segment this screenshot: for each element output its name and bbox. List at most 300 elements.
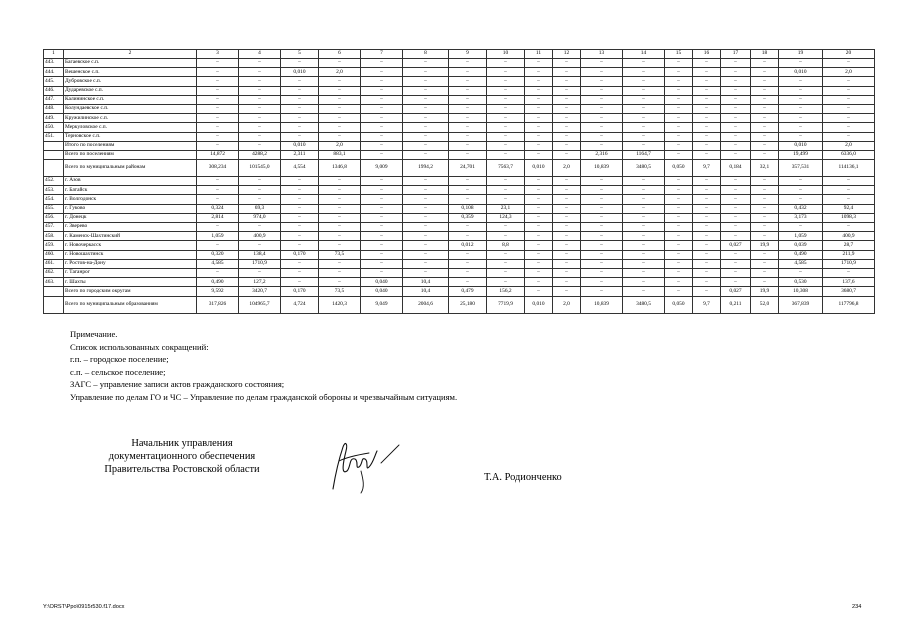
table-row <box>44 150 875 159</box>
value-cell: – <box>361 59 403 68</box>
value-cell: – <box>403 132 449 141</box>
value-cell: – <box>553 132 581 141</box>
value-cell: – <box>721 213 751 222</box>
value-cell: – <box>197 114 239 123</box>
municipality-name-cell: Калининское с.п. <box>64 95 197 104</box>
value-cell: 0,027 <box>721 241 751 250</box>
value-cell: – <box>693 177 721 186</box>
value-cell: – <box>721 268 751 277</box>
value-cell: – <box>361 268 403 277</box>
value-cell: 3,173 <box>779 213 823 222</box>
value-cell: – <box>197 268 239 277</box>
value-cell: 4,554 <box>281 160 319 177</box>
value-cell: 14,872 <box>197 150 239 159</box>
value-cell: – <box>361 232 403 241</box>
value-cell: – <box>361 150 403 159</box>
column-number-header: 1 <box>44 50 64 59</box>
municipality-name-cell: Всего по городским округам <box>64 287 197 296</box>
value-cell: – <box>197 104 239 113</box>
table-row <box>44 186 875 195</box>
value-cell: – <box>581 232 623 241</box>
value-cell: – <box>553 250 581 259</box>
value-cell: – <box>361 241 403 250</box>
value-cell: – <box>693 114 721 123</box>
table-row <box>44 241 875 250</box>
value-cell: – <box>319 213 361 222</box>
column-number-header: 18 <box>751 50 779 59</box>
value-cell: – <box>721 132 751 141</box>
value-cell: – <box>403 123 449 132</box>
value-cell: 0,170 <box>281 287 319 296</box>
row-number-cell: 455. <box>44 204 64 213</box>
municipality-name-cell: г. Шахты <box>64 278 197 287</box>
value-cell: – <box>449 86 487 95</box>
notes-section <box>70 328 457 403</box>
value-cell: 7563,7 <box>487 160 525 177</box>
value-cell: 0,040 <box>361 278 403 287</box>
value-cell: – <box>403 114 449 123</box>
row-number-cell <box>44 150 64 159</box>
value-cell: – <box>361 132 403 141</box>
table-row <box>44 95 875 104</box>
value-cell: – <box>281 268 319 277</box>
value-cell: – <box>525 259 553 268</box>
value-cell: – <box>779 195 823 204</box>
value-cell: 0,010 <box>281 141 319 150</box>
value-cell: 101545,0 <box>239 160 281 177</box>
value-cell: – <box>281 95 319 104</box>
value-cell: – <box>525 177 553 186</box>
value-cell: – <box>623 195 665 204</box>
value-cell: – <box>449 268 487 277</box>
value-cell: – <box>487 86 525 95</box>
value-cell: – <box>487 132 525 141</box>
column-number-header: 6 <box>319 50 361 59</box>
value-cell: – <box>623 59 665 68</box>
value-cell: – <box>487 123 525 132</box>
municipality-name-cell: г. Ростов-на-Дону <box>64 259 197 268</box>
value-cell: 6336,0 <box>823 150 875 159</box>
value-cell: 0,039 <box>779 241 823 250</box>
column-number-header: 4 <box>239 50 281 59</box>
table-row <box>44 268 875 277</box>
value-cell: – <box>525 195 553 204</box>
value-cell: 974,0 <box>239 213 281 222</box>
value-cell: 92,4 <box>823 204 875 213</box>
value-cell: 2,0 <box>553 296 581 313</box>
value-cell: 0,010 <box>779 68 823 77</box>
value-cell: 317,826 <box>197 296 239 313</box>
row-number-cell: 458. <box>44 232 64 241</box>
value-cell: – <box>623 268 665 277</box>
value-cell: – <box>525 278 553 287</box>
value-cell: – <box>779 104 823 113</box>
value-cell: – <box>239 86 281 95</box>
value-cell: – <box>403 177 449 186</box>
value-cell: – <box>361 204 403 213</box>
value-cell: – <box>623 250 665 259</box>
value-cell: 0,010 <box>525 296 553 313</box>
value-cell: – <box>487 223 525 232</box>
value-cell: – <box>623 213 665 222</box>
value-cell: – <box>553 141 581 150</box>
value-cell: – <box>721 104 751 113</box>
value-cell: – <box>779 77 823 86</box>
column-number-header: 5 <box>281 50 319 59</box>
table-row <box>44 177 875 186</box>
value-cell: – <box>721 123 751 132</box>
value-cell: 1710,9 <box>239 259 281 268</box>
value-cell: 0,184 <box>721 160 751 177</box>
row-number-cell <box>44 160 64 177</box>
value-cell: 0,027 <box>721 287 751 296</box>
value-cell: – <box>581 177 623 186</box>
municipality-name-cell: Всего по муниципальным районам <box>64 160 197 177</box>
value-cell: – <box>581 268 623 277</box>
value-cell: – <box>487 250 525 259</box>
value-cell: – <box>751 95 779 104</box>
value-cell: – <box>553 223 581 232</box>
municipality-name-cell: г. Зверево <box>64 223 197 232</box>
value-cell: – <box>239 123 281 132</box>
value-cell: – <box>487 95 525 104</box>
value-cell: 114136,1 <box>823 160 875 177</box>
value-cell: 2,814 <box>197 213 239 222</box>
column-number-header: 17 <box>721 50 751 59</box>
value-cell: – <box>319 223 361 232</box>
value-cell: – <box>623 177 665 186</box>
value-cell: – <box>751 123 779 132</box>
value-cell: – <box>581 141 623 150</box>
value-cell: 69,3 <box>239 204 281 213</box>
row-number-cell <box>44 296 64 313</box>
value-cell: – <box>581 241 623 250</box>
municipality-name-cell: г. Батайск <box>64 186 197 195</box>
value-cell: – <box>751 114 779 123</box>
value-cell: – <box>197 68 239 77</box>
value-cell: – <box>525 59 553 68</box>
table-row <box>44 132 875 141</box>
abbreviation-go-chs: Управление по делам ГО и ЧС – Управление по делам гражданской обороны и чрезвычайным ситуациям. <box>70 391 458 402</box>
value-cell: – <box>623 68 665 77</box>
value-cell: – <box>319 278 361 287</box>
value-cell: – <box>665 177 693 186</box>
value-cell: – <box>403 204 449 213</box>
value-cell: 25,180 <box>449 296 487 313</box>
value-cell: – <box>281 195 319 204</box>
value-cell: 0,211 <box>721 296 751 313</box>
municipality-name-cell: Колундаевское с.п. <box>64 104 197 113</box>
value-cell: – <box>281 123 319 132</box>
value-cell: – <box>403 195 449 204</box>
value-cell: – <box>525 132 553 141</box>
abbreviations-heading: Список использованных сокращений: <box>70 341 209 352</box>
value-cell: – <box>361 123 403 132</box>
value-cell: – <box>281 278 319 287</box>
value-cell: 2004,6 <box>403 296 449 313</box>
value-cell: – <box>525 223 553 232</box>
value-cell: – <box>449 223 487 232</box>
value-cell: – <box>693 278 721 287</box>
value-cell: – <box>721 59 751 68</box>
value-cell: 2,0 <box>823 141 875 150</box>
value-cell: – <box>449 278 487 287</box>
value-cell: – <box>721 141 751 150</box>
value-cell: 883,1 <box>319 150 361 159</box>
value-cell: – <box>281 132 319 141</box>
value-cell: – <box>449 177 487 186</box>
table-row <box>44 59 875 68</box>
value-cell: – <box>693 250 721 259</box>
municipality-name-cell: Меркуловское с.п. <box>64 123 197 132</box>
value-cell: 124,3 <box>487 213 525 222</box>
value-cell: – <box>197 77 239 86</box>
value-cell: – <box>623 123 665 132</box>
table-row <box>44 86 875 95</box>
row-number-cell: 450. <box>44 123 64 132</box>
value-cell: – <box>403 68 449 77</box>
value-cell: – <box>553 278 581 287</box>
value-cell: – <box>487 104 525 113</box>
value-cell: – <box>623 86 665 95</box>
row-number-cell <box>44 287 64 296</box>
value-cell: – <box>693 77 721 86</box>
value-cell: – <box>665 287 693 296</box>
value-cell: 1,059 <box>779 232 823 241</box>
value-cell: – <box>623 132 665 141</box>
value-cell: – <box>693 204 721 213</box>
value-cell: 8,8 <box>487 241 525 250</box>
value-cell: 23,1 <box>487 204 525 213</box>
value-cell: – <box>525 268 553 277</box>
table-row <box>44 114 875 123</box>
value-cell: – <box>487 77 525 86</box>
value-cell: – <box>239 177 281 186</box>
value-cell: 32,1 <box>751 160 779 177</box>
value-cell: – <box>553 186 581 195</box>
value-cell: – <box>581 77 623 86</box>
value-cell: – <box>553 150 581 159</box>
value-cell: 9,7 <box>693 296 721 313</box>
municipality-name-cell: г. Донецк <box>64 213 197 222</box>
value-cell: – <box>751 259 779 268</box>
value-cell: – <box>581 186 623 195</box>
value-cell: – <box>779 114 823 123</box>
value-cell: – <box>361 213 403 222</box>
value-cell: – <box>449 123 487 132</box>
table-row <box>44 141 875 150</box>
value-cell: – <box>751 86 779 95</box>
value-cell: – <box>403 241 449 250</box>
value-cell: – <box>553 232 581 241</box>
municipality-name-cell: г. Новочеркасск <box>64 241 197 250</box>
position-line-3: Правительства Ростовской области <box>104 464 260 476</box>
value-cell: 10,839 <box>581 160 623 177</box>
value-cell: – <box>693 123 721 132</box>
value-cell: – <box>197 195 239 204</box>
value-cell: – <box>449 232 487 241</box>
value-cell: 9,7 <box>693 160 721 177</box>
value-cell: 1420,3 <box>319 296 361 313</box>
column-number-header: 3 <box>197 50 239 59</box>
value-cell: – <box>665 132 693 141</box>
value-cell: – <box>403 232 449 241</box>
value-cell: – <box>487 232 525 241</box>
column-number-header: 9 <box>449 50 487 59</box>
value-cell: – <box>665 268 693 277</box>
value-cell: – <box>721 150 751 159</box>
value-cell: 0,012 <box>449 241 487 250</box>
value-cell: – <box>665 195 693 204</box>
value-cell: – <box>239 223 281 232</box>
column-number-header: 11 <box>525 50 553 59</box>
value-cell: – <box>779 86 823 95</box>
value-cell: – <box>553 59 581 68</box>
value-cell: – <box>449 59 487 68</box>
value-cell: – <box>665 86 693 95</box>
value-cell: – <box>403 213 449 222</box>
value-cell: – <box>721 68 751 77</box>
value-cell: 0,040 <box>361 287 403 296</box>
value-cell: – <box>823 59 875 68</box>
value-cell: – <box>721 195 751 204</box>
value-cell: – <box>623 77 665 86</box>
value-cell: – <box>823 268 875 277</box>
value-cell: – <box>487 259 525 268</box>
value-cell: 104965,7 <box>239 296 281 313</box>
value-cell: 10,308 <box>779 287 823 296</box>
value-cell: – <box>823 223 875 232</box>
value-cell: – <box>553 86 581 95</box>
value-cell: – <box>239 195 281 204</box>
value-cell: 52,0 <box>751 296 779 313</box>
value-cell: – <box>693 195 721 204</box>
value-cell: 9,049 <box>361 296 403 313</box>
value-cell: – <box>693 223 721 232</box>
value-cell: – <box>487 278 525 287</box>
value-cell: 3420,7 <box>239 287 281 296</box>
value-cell: – <box>665 186 693 195</box>
municipality-name-cell: Всего по поселениям <box>64 150 197 159</box>
value-cell: 1994,2 <box>403 160 449 177</box>
value-cell: – <box>403 141 449 150</box>
value-cell: – <box>693 232 721 241</box>
value-cell: – <box>319 114 361 123</box>
value-cell: 4,585 <box>779 259 823 268</box>
value-cell: – <box>665 250 693 259</box>
value-cell: 4288,2 <box>239 150 281 159</box>
value-cell: – <box>449 132 487 141</box>
value-cell: 3680,7 <box>823 287 875 296</box>
value-cell: – <box>693 104 721 113</box>
municipality-name-cell: Багаевское с.п. <box>64 59 197 68</box>
value-cell: – <box>553 77 581 86</box>
value-cell: – <box>525 213 553 222</box>
value-cell: – <box>553 268 581 277</box>
municipality-name-cell: Кружилинское с.п. <box>64 114 197 123</box>
value-cell: – <box>525 241 553 250</box>
column-number-header: 10 <box>487 50 525 59</box>
value-cell: 367,839 <box>779 296 823 313</box>
value-cell: – <box>449 259 487 268</box>
value-cell: – <box>693 287 721 296</box>
value-cell: – <box>361 68 403 77</box>
value-cell: – <box>581 104 623 113</box>
value-cell: – <box>665 114 693 123</box>
value-cell: – <box>779 223 823 232</box>
value-cell: 1346,8 <box>319 160 361 177</box>
value-cell: – <box>449 195 487 204</box>
value-cell: – <box>239 241 281 250</box>
value-cell: – <box>525 114 553 123</box>
value-cell: – <box>239 114 281 123</box>
value-cell: – <box>197 186 239 195</box>
value-cell: 0,320 <box>197 250 239 259</box>
value-cell: – <box>403 186 449 195</box>
abbreviation-gp: г.п. – городское поселение; <box>70 354 169 364</box>
row-number-cell: 461. <box>44 259 64 268</box>
value-cell: – <box>623 232 665 241</box>
value-cell: – <box>319 195 361 204</box>
table-row <box>44 195 875 204</box>
value-cell: – <box>751 268 779 277</box>
value-cell: – <box>721 223 751 232</box>
value-cell: 0,432 <box>779 204 823 213</box>
value-cell: – <box>665 150 693 159</box>
value-cell: – <box>319 86 361 95</box>
value-cell: – <box>721 186 751 195</box>
value-cell: – <box>239 132 281 141</box>
value-cell: – <box>361 104 403 113</box>
value-cell: – <box>403 259 449 268</box>
value-cell: – <box>319 241 361 250</box>
value-cell: – <box>197 123 239 132</box>
value-cell: – <box>403 150 449 159</box>
value-cell: – <box>281 86 319 95</box>
value-cell: – <box>779 186 823 195</box>
value-cell: – <box>665 259 693 268</box>
table-row <box>44 77 875 86</box>
row-number-cell: 449. <box>44 114 64 123</box>
value-cell: – <box>665 278 693 287</box>
value-cell: – <box>721 95 751 104</box>
value-cell: – <box>823 95 875 104</box>
value-cell: – <box>449 150 487 159</box>
value-cell: 0,479 <box>449 287 487 296</box>
municipality-name-cell: Терновское с.п. <box>64 132 197 141</box>
value-cell: – <box>665 123 693 132</box>
value-cell: – <box>361 114 403 123</box>
value-cell: 117796,8 <box>823 296 875 313</box>
value-cell: – <box>823 186 875 195</box>
value-cell: – <box>581 59 623 68</box>
municipality-name-cell: Дубровское с.п. <box>64 77 197 86</box>
value-cell: – <box>361 77 403 86</box>
value-cell: – <box>751 213 779 222</box>
value-cell: – <box>525 104 553 113</box>
value-cell: – <box>693 132 721 141</box>
value-cell: – <box>487 114 525 123</box>
value-cell: 2,316 <box>581 150 623 159</box>
row-number-cell: 457. <box>44 223 64 232</box>
value-cell: – <box>487 268 525 277</box>
value-cell: – <box>239 68 281 77</box>
value-cell: – <box>693 259 721 268</box>
value-cell: – <box>281 114 319 123</box>
value-cell: – <box>751 77 779 86</box>
row-number-cell: 444. <box>44 68 64 77</box>
value-cell: – <box>751 104 779 113</box>
